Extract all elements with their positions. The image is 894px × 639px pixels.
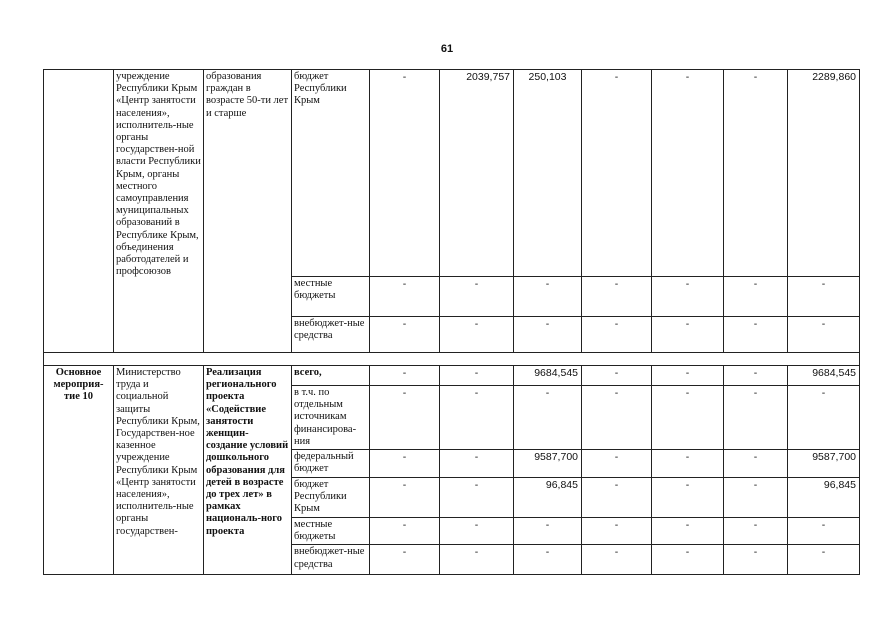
value-cell: - xyxy=(514,277,582,317)
executor-cell: учреждение Республики Крым «Центр занятости населения», исполнитель-ные органы государствен-ной власти Республики Крым, органы местного самоуправления муниципальных образований в Республике Крым, объединения работодателей и профсоюзов xyxy=(114,70,204,353)
description-cell: образования граждан в возрасте 50-ти лет и старше xyxy=(204,70,292,353)
value-cell: 2289,860 xyxy=(788,70,860,277)
value-cell: - xyxy=(514,545,582,575)
value-cell: 250,103 xyxy=(514,70,582,277)
value-cell: 2039,757 xyxy=(440,70,514,277)
value-cell: - xyxy=(370,478,440,518)
value-cell: - xyxy=(582,518,652,545)
value-cell: - xyxy=(514,386,582,450)
table-row xyxy=(44,70,860,277)
value-cell: - xyxy=(788,277,860,317)
source-cell: всего, xyxy=(292,366,370,386)
value-cell: - xyxy=(582,277,652,317)
value-cell: - xyxy=(724,386,788,450)
page-number: 61 xyxy=(440,43,454,55)
value-cell: - xyxy=(440,478,514,518)
value-cell: - xyxy=(514,518,582,545)
value-cell: - xyxy=(652,450,724,478)
value-cell: - xyxy=(652,70,724,277)
source-cell: внебюджет-ные средства xyxy=(292,317,370,353)
value-cell: - xyxy=(440,386,514,450)
value-cell: 9684,545 xyxy=(514,366,582,386)
value-cell: - xyxy=(652,277,724,317)
value-cell: - xyxy=(370,366,440,386)
value-cell: - xyxy=(370,277,440,317)
measure-cell xyxy=(44,70,114,353)
value-cell: - xyxy=(440,450,514,478)
source-cell: бюджет Республики Крым xyxy=(292,70,370,277)
value-cell: - xyxy=(724,478,788,518)
source-cell: местные бюджеты xyxy=(292,277,370,317)
value-cell: - xyxy=(724,317,788,353)
value-cell: - xyxy=(582,450,652,478)
value-cell: 9587,700 xyxy=(788,450,860,478)
value-cell: - xyxy=(724,366,788,386)
value-cell: - xyxy=(582,386,652,450)
value-cell: - xyxy=(370,70,440,277)
source-cell: бюджет Республики Крым xyxy=(292,478,370,518)
value-cell: - xyxy=(724,518,788,545)
value-cell: - xyxy=(370,450,440,478)
source-cell: местные бюджеты xyxy=(292,518,370,545)
value-cell: - xyxy=(440,277,514,317)
value-cell: 96,845 xyxy=(788,478,860,518)
value-cell: - xyxy=(370,386,440,450)
value-cell: - xyxy=(582,545,652,575)
value-cell: - xyxy=(370,518,440,545)
budget-table xyxy=(43,69,860,575)
value-cell: - xyxy=(582,317,652,353)
value-cell: - xyxy=(788,518,860,545)
value-cell: - xyxy=(652,317,724,353)
value-cell: 9587,700 xyxy=(514,450,582,478)
value-cell: - xyxy=(582,366,652,386)
value-cell: - xyxy=(652,518,724,545)
value-cell: - xyxy=(370,545,440,575)
value-cell: - xyxy=(582,70,652,277)
value-cell: - xyxy=(440,366,514,386)
value-cell: - xyxy=(652,478,724,518)
value-cell: - xyxy=(440,545,514,575)
value-cell: - xyxy=(788,545,860,575)
description-cell: Реализация регионального проекта «Содействие занятости женщин-создание условий дошкольного образования для детей в возрасте до трех лет» в рамках националь-ного проекта xyxy=(204,366,292,575)
value-cell: - xyxy=(582,478,652,518)
source-cell: внебюджет-ные средства xyxy=(292,545,370,575)
value-cell: 9684,545 xyxy=(788,366,860,386)
table-separator xyxy=(44,353,860,366)
value-cell: - xyxy=(788,317,860,353)
value-cell: - xyxy=(440,317,514,353)
value-cell: - xyxy=(514,317,582,353)
table-row xyxy=(44,366,860,386)
value-cell: - xyxy=(788,386,860,450)
executor-cell: Министерство труда и социальной защиты Республики Крым, Государствен-ное казенное учреждение Республики Крым «Центр занятости населения», исполнитель-ные органы государствен- xyxy=(114,366,204,575)
source-cell: в т.ч. по отдельным источникам финансирова-ния xyxy=(292,386,370,450)
value-cell: - xyxy=(724,70,788,277)
value-cell: - xyxy=(652,366,724,386)
value-cell: - xyxy=(652,545,724,575)
value-cell: - xyxy=(370,317,440,353)
value-cell: 96,845 xyxy=(514,478,582,518)
value-cell: - xyxy=(724,450,788,478)
value-cell: - xyxy=(724,277,788,317)
source-cell: федеральный бюджет xyxy=(292,450,370,478)
value-cell: - xyxy=(724,545,788,575)
value-cell: - xyxy=(652,386,724,450)
measure-cell: Основное мероприя-тие 10 xyxy=(44,366,114,575)
value-cell: - xyxy=(440,518,514,545)
